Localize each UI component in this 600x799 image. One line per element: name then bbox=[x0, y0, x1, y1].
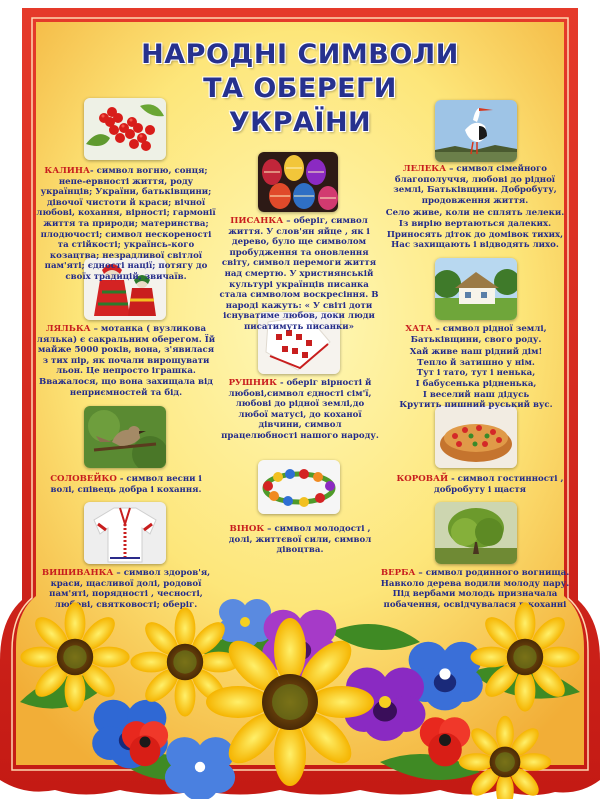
khata-poem-line-5: І веселий наш дідусь bbox=[422, 389, 530, 400]
leleka-heading: ЛЕЛЕКА bbox=[402, 164, 447, 174]
khata-poem-line-2: Тепло й затишно у нім. bbox=[417, 357, 535, 368]
verba-body: – символ родинного вогнища. Навколо дерева водили молоду пару. Під вербами молодь призначала побачення, освідчувалася в коханні bbox=[380, 568, 570, 610]
khata-poem-line-1: Хай живе наш рідний дім! bbox=[409, 347, 543, 358]
lyalka-heading: ЛЯЛЬКА bbox=[45, 324, 91, 334]
pysanka-text bbox=[218, 216, 380, 333]
stork-photo bbox=[435, 100, 517, 162]
khata-poem-line-4: І бабусенька рідненька, bbox=[415, 378, 537, 389]
flower-wreath-photo bbox=[258, 460, 340, 514]
leleka-body: – символ сімейного благополуччя, любові до рідної землі, Батьківщини. Добробуту, продовження життя. bbox=[393, 164, 557, 206]
vinok-heading: ВІНОК bbox=[229, 524, 265, 534]
willow-tree-photo bbox=[435, 502, 517, 564]
korovai-bread-photo bbox=[435, 406, 517, 468]
leleka-poem-line-4: Нас захищають і відводять лихо. bbox=[391, 240, 559, 251]
viburnum-berries-photo bbox=[84, 98, 166, 160]
khata-body: – символ рідної землі, Батьківщини, свого роду. bbox=[410, 324, 547, 345]
rushnyk-body: - оберіг вірності й любові,символ єдності сім'ї, любові до рідної землі,до любої матусі, до коханої дівчини, символ працелюбності нашого народу. bbox=[221, 378, 379, 441]
embroidered-shirt-photo bbox=[84, 502, 166, 564]
leleka-poem-line-2: Із вирію вертаються далеких. bbox=[398, 218, 552, 229]
rushnyk-text bbox=[220, 378, 380, 442]
kalyna-body: - символ вогню, сонця; непе-ервності життя, роду українців; України, батьківщини; дівочої чистоти й краси; вічної любові, кохання, вірності; гармонії життя та природи; материнства; плодючості; символ нескореності та стійкості; українсь-кого козацтва; незрадливої світлої пам'яті; єдності нації; потягу до своїх традицій, звичаїв. bbox=[36, 166, 216, 282]
painted-eggs-photo bbox=[258, 152, 338, 212]
khata-poem-line-6: Крутить пишний руський вус. bbox=[399, 400, 553, 411]
pansy-flower-icon bbox=[218, 599, 272, 648]
leleka-text bbox=[382, 164, 568, 251]
pansy-flower-icon bbox=[165, 737, 235, 799]
flower-garland bbox=[0, 592, 600, 799]
vinok-text bbox=[222, 524, 378, 556]
sunflower-icon bbox=[459, 716, 551, 799]
soloveiko-body: - символ весни і волі, співець добра і кохання. bbox=[50, 474, 202, 495]
vyshyvanka-body: – символ здоров'я, краси, щасливої долі, родової пам'яті, порядності , чесності, любові, святковості; оберіг. bbox=[49, 568, 211, 610]
vinok-body: – символ молодості , долі, життєвої сили, символ дівоцтва. bbox=[228, 524, 372, 556]
rushnyk-heading: РУШНИК bbox=[228, 378, 277, 388]
khata-poem-line-3: Тут і тато, тут і ненька, bbox=[416, 368, 536, 379]
korovai-body: - символ гостинності , добробуту і щастя bbox=[433, 474, 564, 495]
leleka-poem-line-3: Приносять діток до домівок тихих, bbox=[386, 229, 564, 240]
title-line-2: ТА ОБЕРЕГИ bbox=[203, 73, 397, 104]
korovai-heading: КОРОВАЙ bbox=[396, 474, 449, 484]
khata-text bbox=[384, 324, 568, 411]
title-line-3: УКРАЇНИ bbox=[228, 107, 372, 138]
nightingale-photo bbox=[84, 406, 166, 468]
lyalka-text bbox=[36, 324, 216, 398]
lyalka-body: – мотанка ( вузликова лялька) є сакральним оберегом. Їй майже 5000 років, вона, з'явилася з тих пір, як почали вирощувати льон. Це непросто іграшка. Вважалося, що вона захищала від неприємностей та бід. bbox=[36, 324, 216, 398]
vyshyvanka-heading: ВИШИВАНКА bbox=[41, 568, 114, 578]
khata-heading: ХАТА bbox=[405, 324, 433, 334]
soloveiko-text bbox=[40, 474, 212, 495]
village-house-photo bbox=[435, 258, 517, 320]
korovai-text bbox=[396, 474, 564, 495]
leleka-poem-line-1: Село живе, коли не сплять лелеки. bbox=[385, 208, 565, 219]
pysanka-body: – оберіг, символ життя. У слов'ян яйце , як і дерево, було ще символом пробудження та оновлення світу, символ перемоги життя над смертю. У християнській культурі українців писанка стала символом воскресіння. В народі кажуть: « У світі доти існуватиме любов, доки люди писатимуть писанки» bbox=[219, 216, 379, 332]
kalyna-heading: КАЛИНА bbox=[44, 166, 91, 176]
verba-heading: ВЕРБА bbox=[380, 568, 416, 578]
kalyna-text bbox=[34, 166, 218, 283]
soloveiko-heading: СОЛОВЕЙКО bbox=[50, 474, 117, 484]
title-line-1: НАРОДНІ СИМВОЛИ bbox=[141, 39, 459, 70]
pysanka-heading: ПИСАНКА bbox=[230, 216, 284, 226]
